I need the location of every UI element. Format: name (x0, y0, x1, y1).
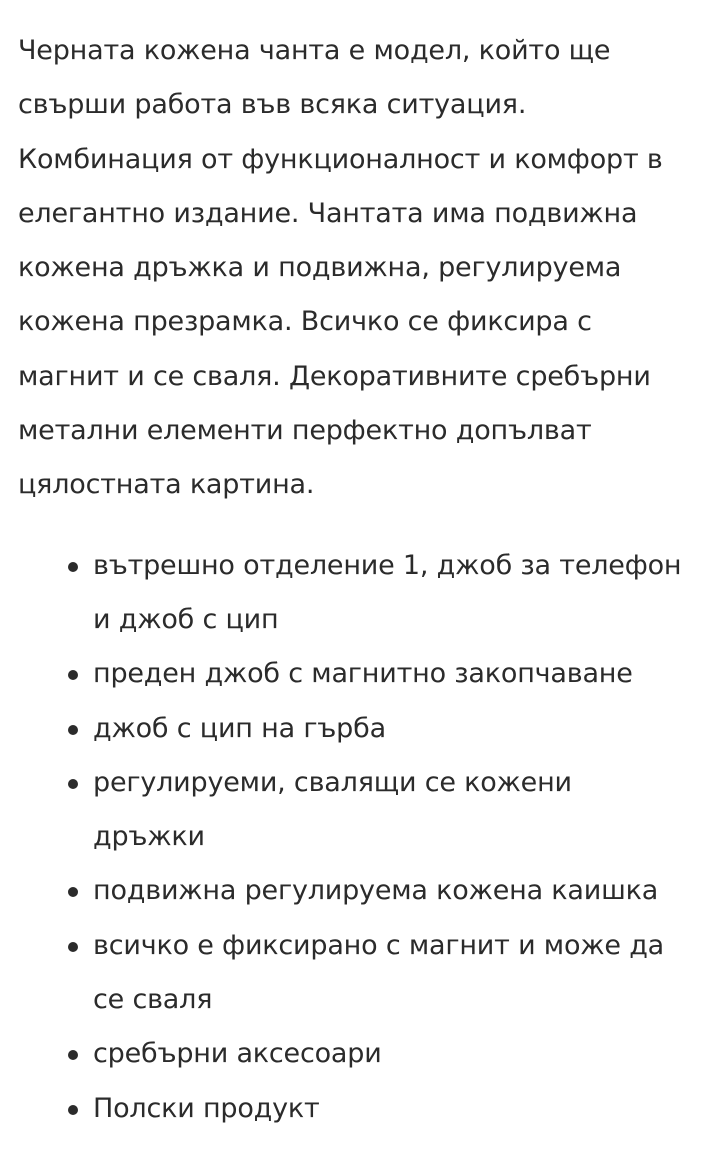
description-line: Черната кожена чанта е модел, който ще (18, 35, 611, 66)
bullet-icon (68, 670, 78, 680)
feature-line: и джоб с цип (93, 603, 279, 635)
feature-line: Полски продукт (93, 1092, 320, 1124)
feature-item (93, 864, 702, 918)
feature-line: всичко е фиксирано с магнит и може да (93, 929, 665, 961)
description-line: кожена дръжка и подвижна, регулируема (18, 252, 622, 284)
bullet-icon (68, 779, 78, 789)
description-line: кожена презрамка. Всичко се фиксира с (18, 306, 592, 338)
bullet-icon (68, 1105, 78, 1115)
bullet-icon (68, 1050, 78, 1060)
description-line: магнит и се сваля. Декоративните сребърни (18, 360, 651, 392)
feature-line: сребърни аксесоари (93, 1038, 382, 1070)
bullet-icon (68, 725, 78, 735)
bullet-icon (68, 942, 78, 952)
description-line: метални елементи перфектно допълват (18, 415, 592, 447)
product-description (18, 24, 702, 513)
feature-item (93, 1027, 702, 1081)
feature-line: дръжки (93, 821, 205, 853)
feature-line: вътрешно отделение 1, джоб за телефон (93, 549, 682, 581)
description-line: Комбинация от функционалност и комфорт в (18, 143, 663, 175)
description-line: цялостната картина. (18, 469, 315, 501)
description-line: елегантно издание. Чантата има подвижна (18, 197, 638, 229)
feature-line: преден джоб с магнитно закопчаване (93, 658, 633, 690)
feature-line: се сваля (93, 984, 213, 1016)
feature-item (93, 1082, 702, 1136)
bullet-icon (68, 887, 78, 897)
feature-item (93, 919, 702, 1028)
feature-item (93, 702, 702, 756)
feature-item (93, 756, 702, 865)
bullet-icon (68, 562, 78, 572)
feature-item (93, 539, 702, 648)
description-line: свърши работа във всяка ситуация. (18, 89, 527, 121)
feature-line: джоб с цип на гърба (93, 712, 386, 744)
feature-line: подвижна регулируема кожена каишка (93, 875, 659, 907)
feature-line: регулируеми, свалящи се кожени (93, 766, 572, 798)
feature-item (93, 647, 702, 701)
feature-list (18, 539, 702, 1136)
